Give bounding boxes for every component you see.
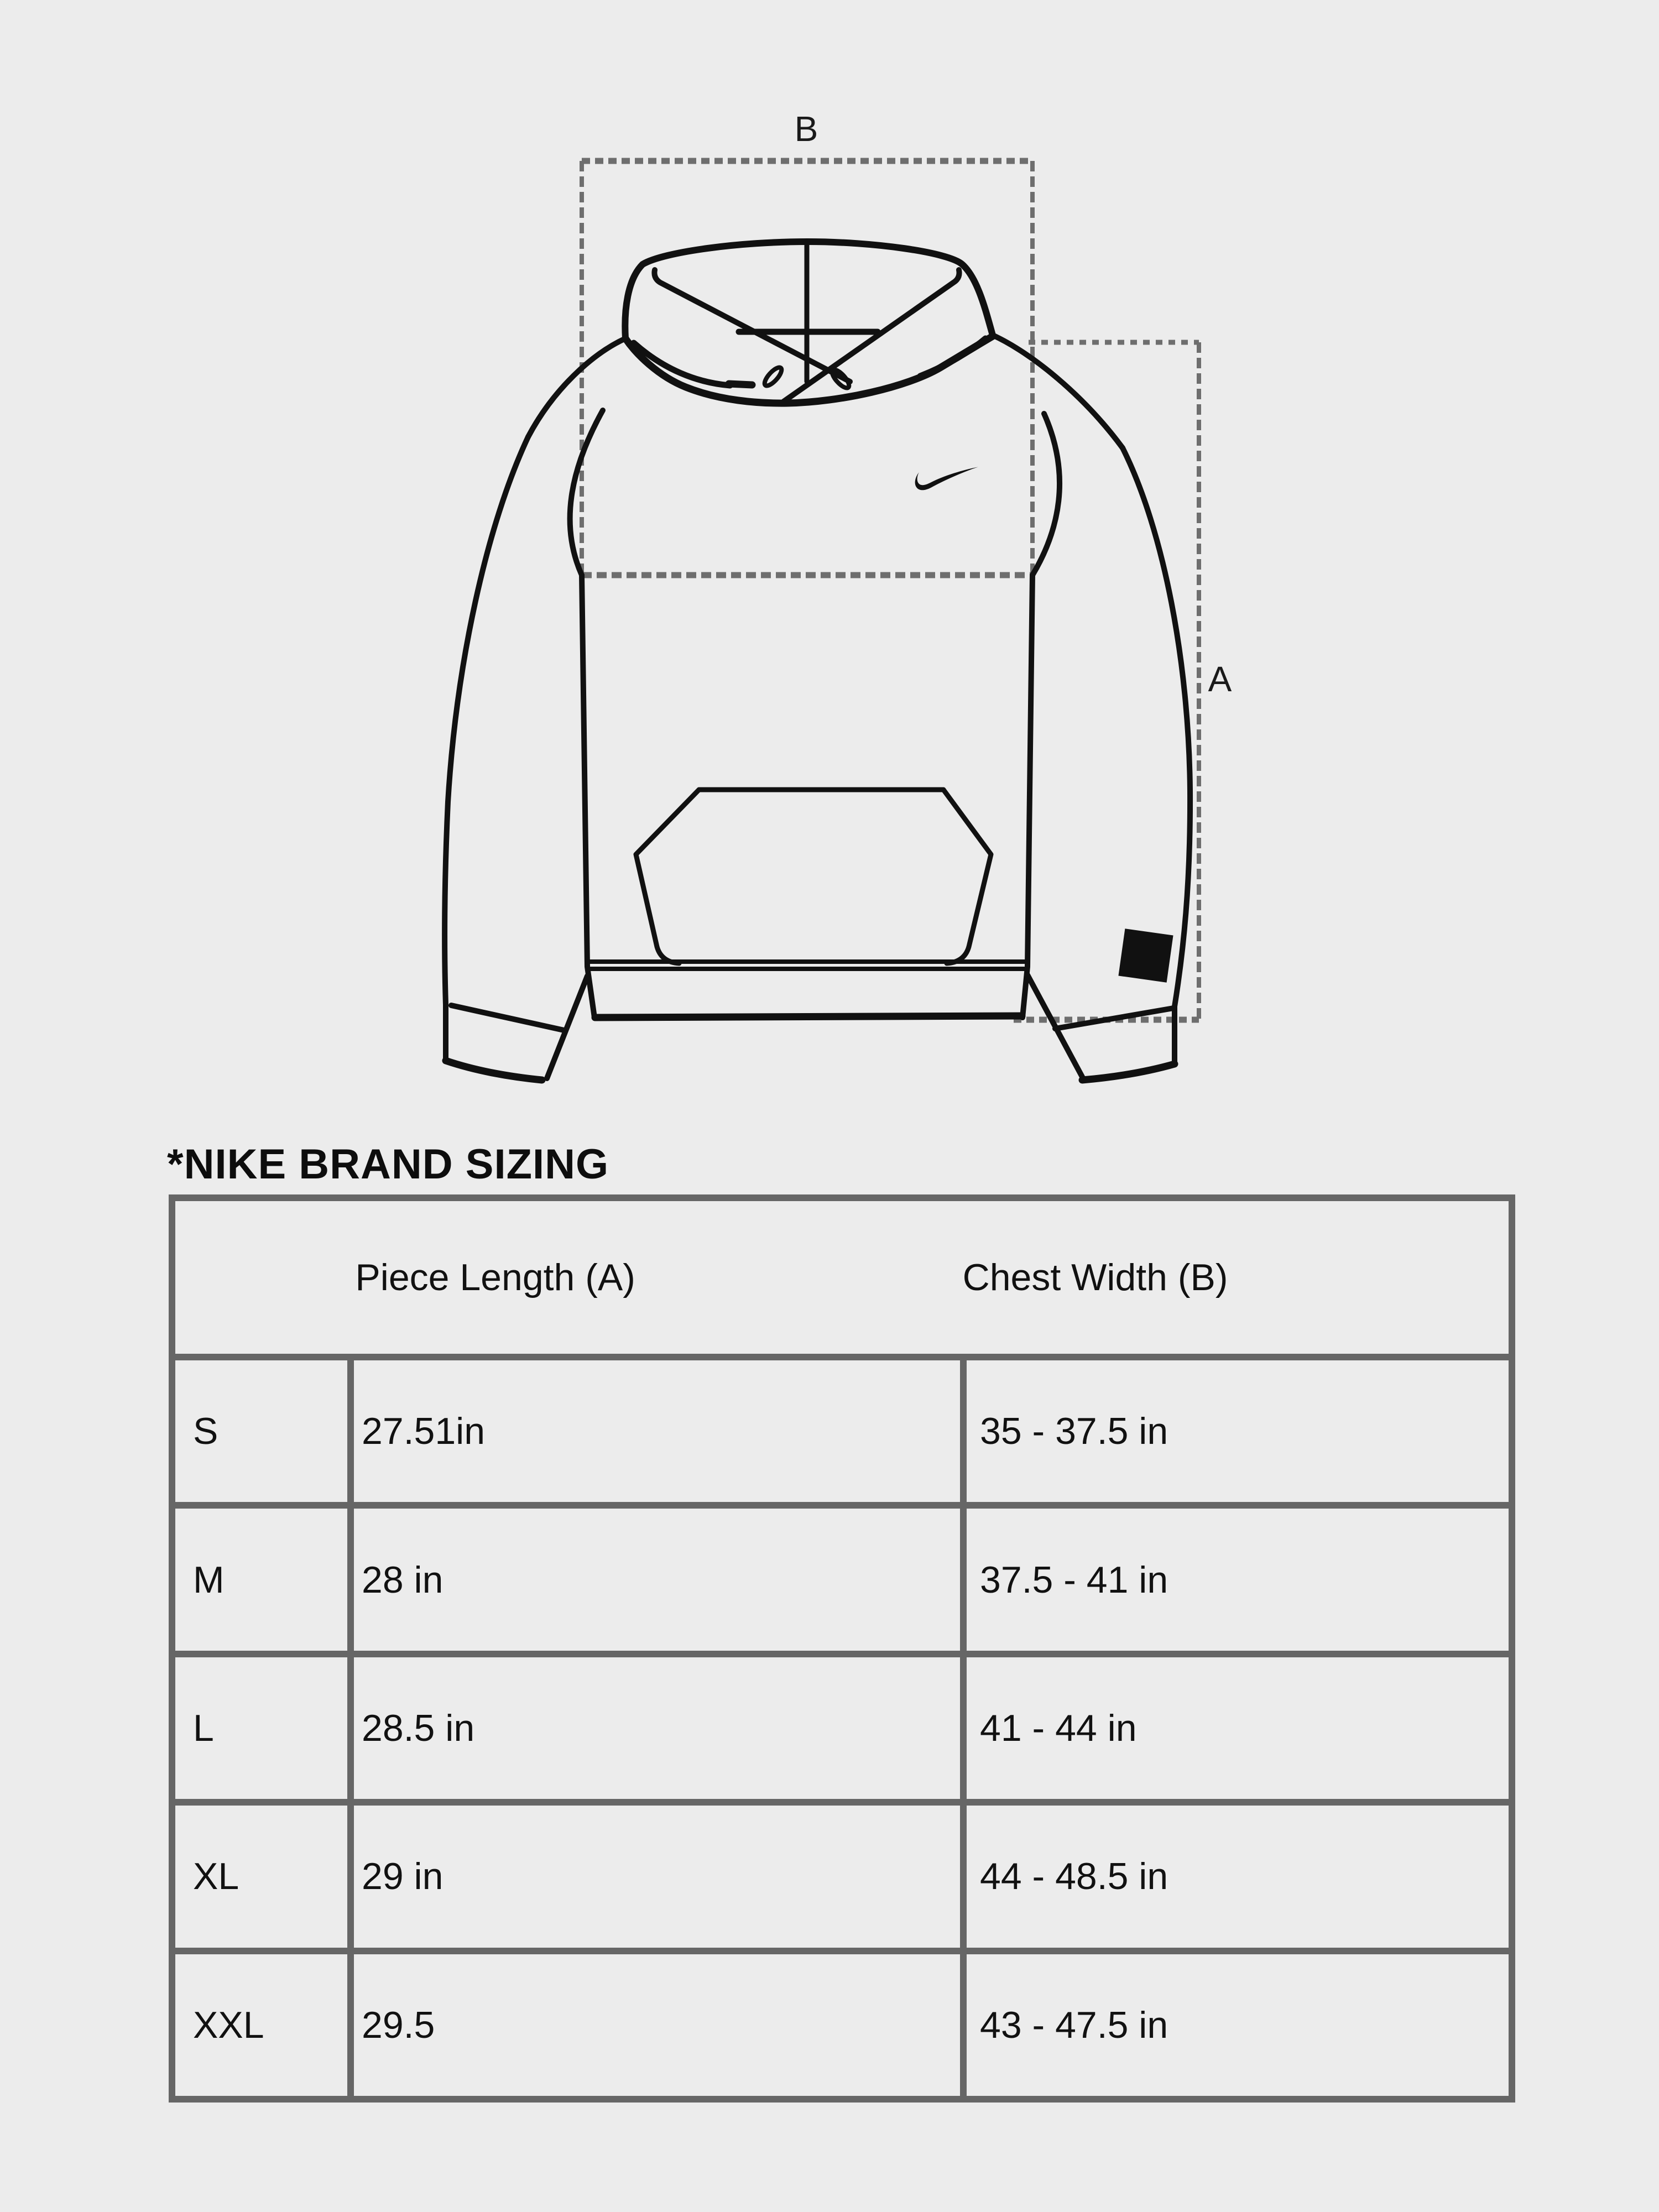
length-dimension-label: A xyxy=(1208,659,1232,699)
chest-width-l: 41 - 44 in xyxy=(967,1657,1509,1799)
column-header-piece-length: Piece Length (A) xyxy=(355,1256,635,1298)
width-dimension-label: B xyxy=(794,109,818,149)
hoodie-outline xyxy=(445,242,1190,1080)
chest-width-m: 37.5 - 41 in xyxy=(967,1509,1509,1650)
chest-width-s: 35 - 37.5 in xyxy=(967,1360,1509,1502)
sizing-table xyxy=(169,1194,1515,2103)
nike-swoosh-icon xyxy=(915,467,978,490)
chest-width-xxl: 43 - 47.5 in xyxy=(967,1954,1509,2096)
sleeve-patch-icon xyxy=(1118,928,1173,982)
piece-length-m: 28 in xyxy=(354,1509,960,1650)
size-label-xxl: XXL xyxy=(175,1954,347,2096)
kangaroo-pocket xyxy=(636,790,991,963)
size-label-m: M xyxy=(175,1509,347,1650)
table-header-row xyxy=(175,1201,1509,1354)
size-label-l: L xyxy=(175,1657,347,1799)
size-label-xl: XL xyxy=(175,1806,347,1947)
column-header-chest-width: Chest Width (B) xyxy=(962,1256,1228,1298)
piece-length-dimension-box xyxy=(1014,342,1199,1020)
sizing-heading: *NIKE BRAND SIZING xyxy=(167,1141,609,1188)
piece-length-s: 27.51in xyxy=(354,1360,960,1502)
piece-length-xl: 29 in xyxy=(354,1806,960,1947)
chest-width-xl: 44 - 48.5 in xyxy=(967,1806,1509,1947)
size-label-s: S xyxy=(175,1360,347,1502)
piece-length-xxl: 29.5 xyxy=(354,1954,960,2096)
piece-length-l: 28.5 in xyxy=(354,1657,960,1799)
